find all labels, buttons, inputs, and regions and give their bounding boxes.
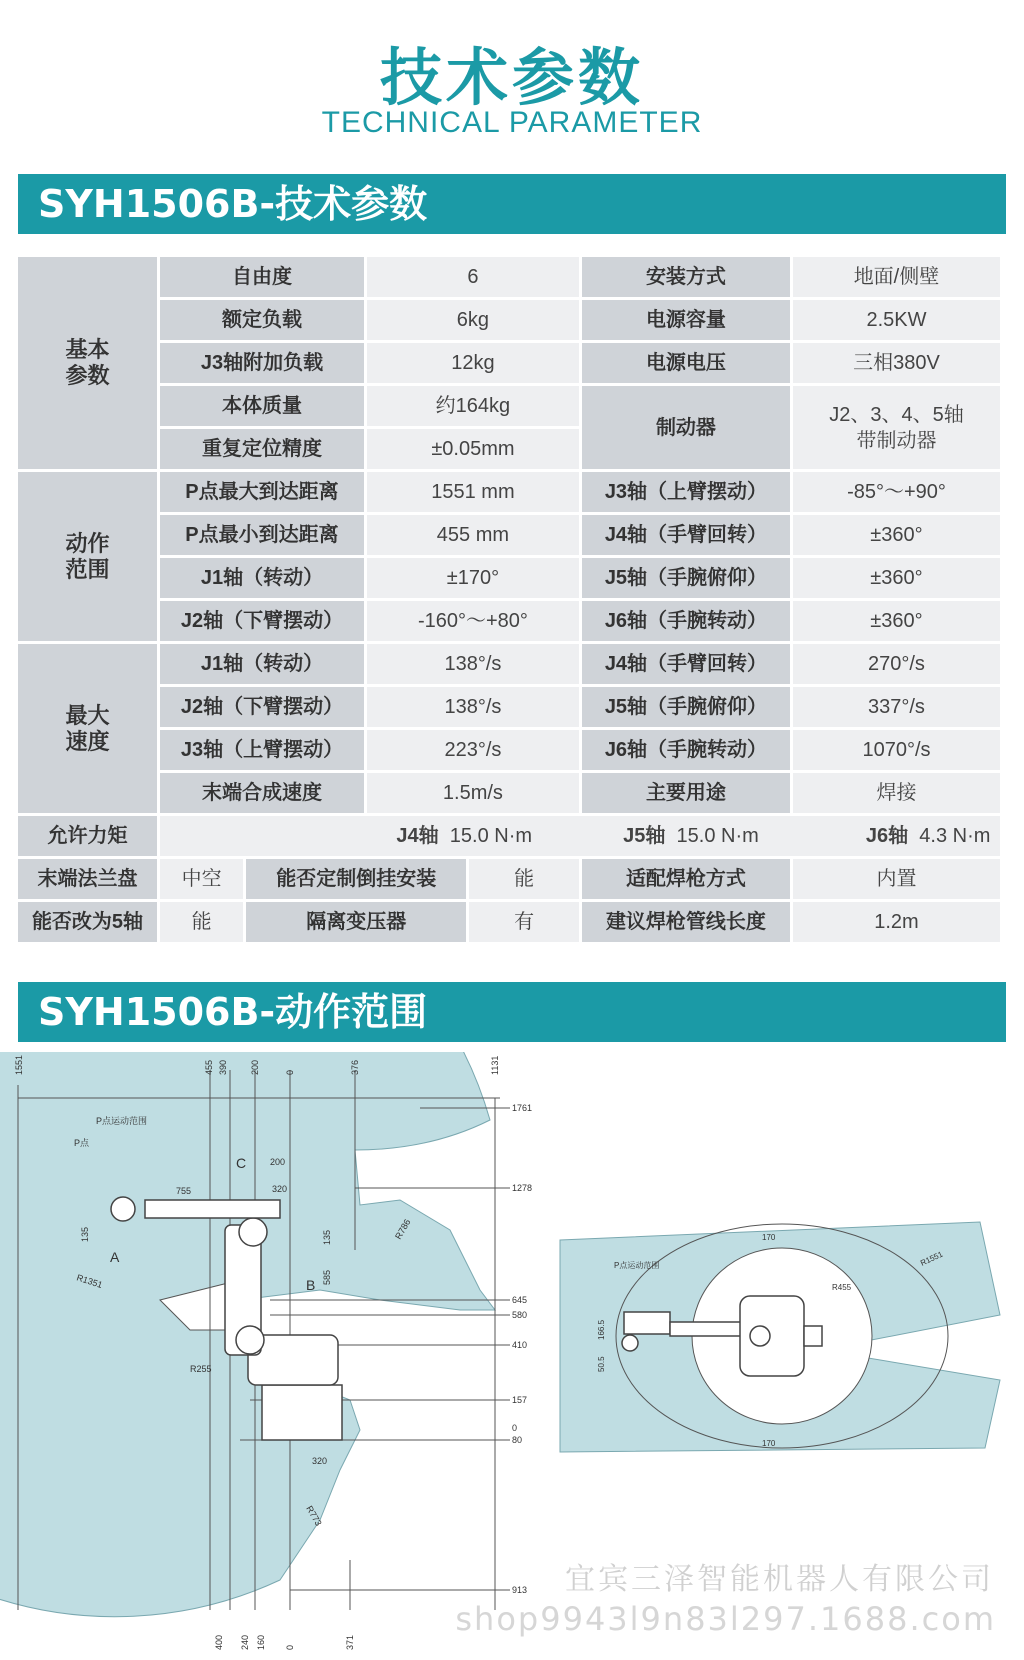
param-value: 337°/s [793, 687, 1000, 727]
param-label: 主要用途 [582, 773, 790, 813]
label-top-505: 50.5 [597, 1356, 606, 1372]
torque-j4-value: 15.0 N·m [449, 825, 533, 847]
robot-base [262, 1385, 342, 1440]
page-subtitle: TECHNICAL PARAMETER [321, 106, 703, 139]
param-label: 建议焊枪管线长度 [582, 902, 790, 942]
label-a: A [110, 1249, 120, 1265]
param-value: 约164kg [367, 386, 579, 426]
param-label: 重复定位精度 [160, 429, 364, 469]
torque-j6-value: 4.3 N·m [919, 825, 991, 847]
label-r255: R255 [190, 1364, 212, 1374]
tick-label: 455 [204, 1059, 214, 1075]
side-view-drawing [0, 1052, 532, 1650]
param-value: 1551 mm [367, 472, 579, 512]
param-value: ±360° [793, 515, 1000, 555]
label-135b: 135 [322, 1229, 332, 1245]
param-value: 三相380V [793, 343, 1000, 383]
param-label: J1轴（转动） [160, 644, 364, 684]
parameter-table [15, 254, 1003, 945]
param-label: 电源电压 [582, 343, 790, 383]
param-value: 2.5KW [793, 300, 1000, 340]
label-b: B [306, 1277, 316, 1293]
param-label: P点最小到达距离 [160, 515, 364, 555]
page-title: 技术参数 [379, 41, 644, 114]
torque-j5-value: 15.0 N·m [676, 825, 759, 847]
param-value: ±360° [793, 558, 1000, 598]
param-label: J5轴（手腕俯仰） [582, 687, 790, 727]
tick-label: 1551 [14, 1054, 24, 1075]
table-row [18, 601, 1000, 641]
tick-label: 1131 [490, 1055, 500, 1075]
torque-j6-label: J6轴 [865, 825, 909, 847]
table-row [18, 644, 1000, 684]
param-value: 地面/侧壁 [793, 257, 1000, 297]
table-row [18, 773, 1000, 813]
param-value: 12kg [367, 343, 579, 383]
tick-label: 913 [512, 1585, 528, 1595]
param-value: 1.2m [793, 902, 1000, 942]
tick-label: 400 [214, 1634, 224, 1650]
label-top-170b: 170 [762, 1439, 776, 1448]
param-label: J5轴（手腕俯仰） [582, 558, 790, 598]
watermark-shop-url: shop9943l9n83l297.1688.com [455, 1600, 996, 1638]
tick-label: 371 [345, 1634, 355, 1650]
tick-label: 376 [350, 1059, 360, 1075]
tick-label: 0 [285, 1069, 295, 1075]
param-value: 223°/s [367, 730, 579, 770]
label-top-1665: 166.5 [597, 1319, 606, 1340]
param-label: J4轴（手臂回转） [582, 515, 790, 555]
tick-label: 0 [512, 1423, 518, 1433]
label-p-range: P点运动范围 [96, 1116, 148, 1126]
param-label: 电源容量 [582, 300, 790, 340]
param-value: J2、3、4、5轴 带制动器 [793, 386, 1000, 469]
tick-label: 645 [512, 1295, 528, 1305]
torque-values [160, 816, 1000, 856]
param-label: 末端合成速度 [160, 773, 364, 813]
param-label: J3轴（上臂摆动） [582, 472, 790, 512]
param-label: 制动器 [582, 386, 790, 469]
param-value: 6 [367, 257, 579, 297]
label-r786: R786 [393, 1217, 413, 1241]
table-row [18, 257, 1000, 297]
param-label: 允许力矩 [18, 816, 157, 856]
param-label: J6轴（手腕转动） [582, 601, 790, 641]
table-row [18, 558, 1000, 598]
robot-top-flange [622, 1335, 638, 1351]
table-row [18, 816, 1000, 856]
param-value: 138°/s [367, 644, 579, 684]
table-row [18, 902, 1000, 942]
label-top-r455: R455 [832, 1283, 852, 1292]
tick-label: 390 [218, 1059, 228, 1075]
param-value: ±170° [367, 558, 579, 598]
param-label: 安装方式 [582, 257, 790, 297]
tick-label: 1761 [512, 1103, 533, 1113]
param-value: 6kg [367, 300, 579, 340]
robot-top-motor [804, 1326, 822, 1346]
robot-top-wrist [624, 1312, 670, 1334]
label-320b: 320 [312, 1456, 328, 1466]
table-row [18, 515, 1000, 555]
table-row [18, 730, 1000, 770]
category-motion: 动作 范围 [18, 472, 157, 641]
param-value: 有 [469, 902, 579, 942]
param-value: ±360° [793, 601, 1000, 641]
table-row [18, 300, 1000, 340]
param-label: 隔离变压器 [246, 902, 466, 942]
table-row [18, 386, 1000, 426]
label-135a: 135 [80, 1226, 90, 1242]
param-value: 138°/s [367, 687, 579, 727]
tick-label: 160 [256, 1634, 266, 1650]
param-label: J3轴（上臂摆动） [160, 730, 364, 770]
table-row [18, 687, 1000, 727]
label-top-170a: 170 [762, 1233, 776, 1242]
param-label: J6轴（手腕转动） [582, 730, 790, 770]
label-c: C [236, 1155, 247, 1171]
tick-label: 0 [285, 1644, 295, 1650]
table-row [18, 472, 1000, 512]
tick-label: 1278 [512, 1183, 533, 1193]
label-r773: R773 [304, 1504, 324, 1528]
robot-joint-j2 [236, 1326, 264, 1354]
bottom-axis-ticks [214, 1635, 355, 1650]
label-320a: 320 [272, 1184, 288, 1194]
top-view-drawing [560, 1222, 1000, 1452]
param-value: 455 mm [367, 515, 579, 555]
tick-label: 240 [240, 1634, 250, 1650]
category-basic: 基本 参数 [18, 257, 157, 469]
param-label: J2轴（下臂摆动） [160, 601, 364, 641]
param-label: J3轴附加负载 [160, 343, 364, 383]
tick-label: 157 [512, 1395, 528, 1405]
tick-label: 410 [512, 1340, 528, 1350]
param-value: 焊接 [793, 773, 1000, 813]
param-label: J2轴（下臂摆动） [160, 687, 364, 727]
param-value: 1.5m/s [367, 773, 579, 813]
param-label: J4轴（手臂回转） [582, 644, 790, 684]
tick-label: 580 [512, 1310, 528, 1320]
section-header-params: SYH1506B-技术参数 [18, 174, 1006, 234]
robot-joint-j3 [239, 1218, 267, 1246]
label-top-r1551: R1551 [919, 1249, 945, 1268]
param-label: 能否改为5轴 [18, 902, 157, 942]
param-label: 本体质量 [160, 386, 364, 426]
section-header-range: SYH1506B-动作范围 [18, 982, 1006, 1042]
param-value: -160°～+80° [367, 601, 579, 641]
param-value: ±0.05mm [367, 429, 579, 469]
param-label: 适配焊枪方式 [582, 859, 790, 899]
table-row [18, 343, 1000, 383]
param-value: 中空 [160, 859, 243, 899]
tick-label: 80 [512, 1435, 523, 1445]
label-755: 755 [176, 1186, 192, 1196]
torque-j5-label: J5轴 [623, 825, 666, 847]
param-value: -85°～+90° [793, 472, 1000, 512]
label-r1351: R1351 [75, 1272, 104, 1291]
param-label: 额定负载 [160, 300, 364, 340]
tick-label: 200 [250, 1059, 260, 1075]
param-label: J1轴（转动） [160, 558, 364, 598]
label-top-p-range: P点运动范围 [614, 1261, 660, 1270]
param-value: 能 [160, 902, 243, 942]
table-row [18, 859, 1000, 899]
robot-top-joint [750, 1326, 770, 1346]
param-value: 1070°/s [793, 730, 1000, 770]
param-value: 能 [469, 859, 579, 899]
param-label: 自由度 [160, 257, 364, 297]
param-value: 270°/s [793, 644, 1000, 684]
param-label: 末端法兰盘 [18, 859, 157, 899]
param-value: 内置 [793, 859, 1000, 899]
label-585: 585 [322, 1269, 332, 1285]
label-p-point: P点 [74, 1138, 90, 1148]
category-speed: 最大 速度 [18, 644, 157, 813]
param-label: P点最大到达距离 [160, 472, 364, 512]
robot-wrist [111, 1197, 135, 1221]
watermark-company: 宜宾三泽智能机器人有限公司 [565, 1562, 994, 1597]
right-axis-ticks [512, 1103, 532, 1595]
torque-j4-label: J4轴 [396, 825, 439, 847]
robot-upper-arm [145, 1200, 280, 1218]
param-label: 能否定制倒挂安装 [246, 859, 466, 899]
label-200: 200 [270, 1157, 286, 1167]
